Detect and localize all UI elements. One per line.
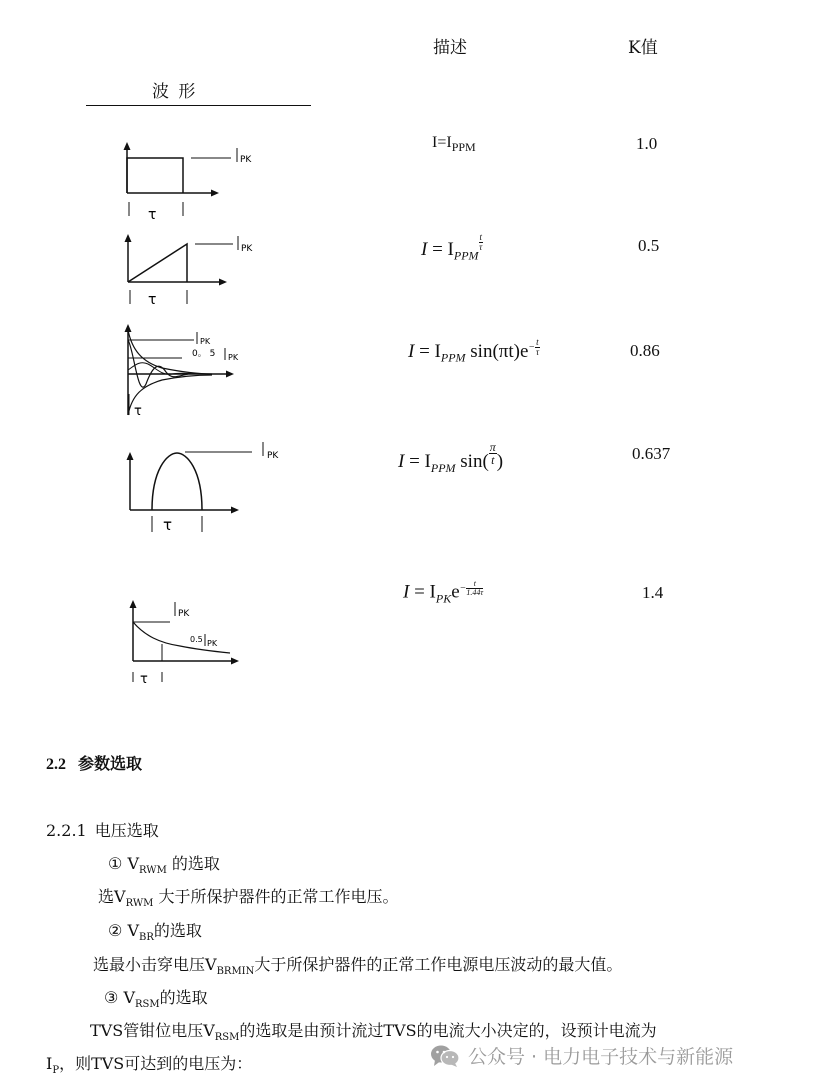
peak-label: PK (200, 337, 211, 346)
formula-row-1: $I=I_{PPM}$ (432, 134, 476, 155)
formula-row-2: $I = I_{PPM}$ $\frac{t}{\tau}$ (421, 232, 483, 263)
item-3-description: TVS管钳位电压$V_{RSM}$的选取是由预计流过TVS的电流大小决定的，设预计电流为 (90, 1021, 657, 1044)
item-1-heading: ① $V_{RWM}$ 的选取 (108, 854, 220, 877)
item-1-description: 选$V_{RWM}$ 大于所保护器件的正常工作电压。 (98, 887, 399, 910)
item-3-heading: ③ $V_{RSM}$的选取 (104, 988, 208, 1011)
half-peak-label: PK (207, 639, 218, 648)
peak-label: PK (178, 609, 190, 619)
header-rule (86, 105, 311, 106)
section-title: 参数选取 (78, 754, 143, 773)
k-value-row-4: 0.637 (632, 444, 671, 463)
tau-label: τ (163, 516, 173, 534)
item-2-heading: ② $V_{BR}$的选取 (108, 921, 202, 944)
k-value-row-1: 1.0 (636, 134, 658, 153)
waveform-ramp (115, 230, 275, 310)
tau-label: τ (140, 672, 148, 683)
formula-row-5: $I = I_{PK}e-$ $\frac{t}{1.44\tau}$ (403, 579, 484, 606)
peak-label: PK (267, 451, 279, 461)
half-label: 0.5 (190, 635, 203, 644)
k-value-row-3: 0.86 (630, 341, 660, 360)
watermark-text: 公众号 · 电力电子技术与新能源 (468, 1046, 734, 1068)
waveform-half-sine (115, 440, 295, 540)
waveform-damped-oscillation (112, 320, 262, 420)
half-label: 0。 5 (192, 349, 216, 359)
item-2-description: 选最小击穿电压$V_{BRMIN}$大于所保护器件的正常工作电源电压波动的最大值。 (93, 955, 623, 978)
header-waveform: 波 形 (152, 82, 198, 102)
peak-label: PK (240, 155, 252, 165)
half-peak-label: PK (228, 353, 239, 362)
section-number: 2.2 (46, 756, 66, 773)
waveform-exponential-decay (120, 598, 250, 683)
tau-label: τ (148, 207, 157, 223)
watermark (430, 1042, 733, 1069)
item-3-description-continued: $I_P$，则TVS可达到的电压为： (46, 1054, 253, 1077)
formula-row-4: $I = I_{PPM}$ sin( $\frac{\pi}{t}$ ) (398, 440, 504, 475)
section-heading (46, 751, 142, 774)
k-value-row-2: 0.5 (638, 236, 660, 255)
header-description: 描述 (433, 38, 467, 58)
tau-label: τ (134, 404, 142, 419)
tau-label: τ (148, 292, 157, 308)
header-k-value: K值 (628, 38, 658, 58)
subsection-heading: 2.2.1 电压选取 (46, 821, 159, 840)
peak-label: PK (241, 244, 253, 254)
waveform-rectangular (115, 140, 275, 225)
formula-row-3: $I = I_{PPM}$ sin(πt)e− $\frac{t}{\tau}$ (408, 337, 540, 365)
wechat-icon (430, 1044, 460, 1068)
k-value-row-5: 1.4 (642, 583, 664, 602)
